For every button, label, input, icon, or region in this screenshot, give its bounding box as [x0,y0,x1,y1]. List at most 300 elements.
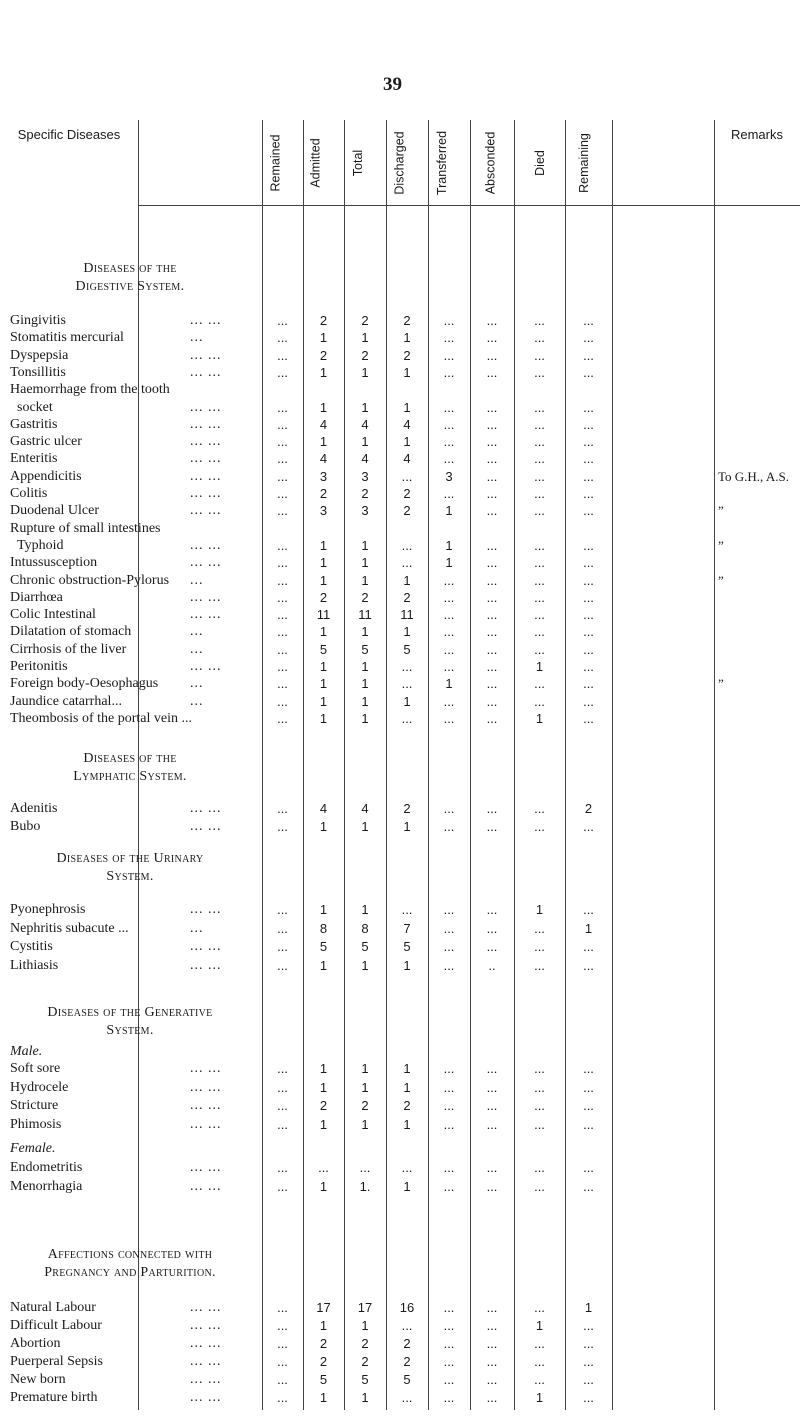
cell-value: ... [443,659,455,674]
cell-value: ... [277,1080,288,1095]
cell-value: ... [583,694,594,709]
section-title: Diseases of the Urinary [56,851,204,866]
cell-value: ... [534,642,545,657]
cell-value: ... [277,1160,288,1175]
section-title: System. [106,869,154,884]
cell-value: ... [443,417,455,432]
cell-value: ... [583,659,594,674]
header-rule [138,205,800,206]
table-row [0,694,800,710]
table-row [0,902,800,918]
cell-value: 3 [319,503,328,518]
cell-value: 2 [403,503,411,518]
cell-value: 1 [361,1390,369,1405]
disease-name: Cystitis [10,939,53,954]
cell-value: 5 [361,642,369,657]
cell-value: ... [486,1080,498,1095]
disease-name: Endometritis [10,1160,83,1175]
header-remained: Remained [268,134,283,192]
cell-value: 3 [361,503,369,518]
leader-dots: ... ... [190,1179,222,1194]
cell-value: ... [401,659,413,674]
cell-value: ... [486,590,498,605]
cell-value: ... [583,1061,594,1076]
remark: ” [718,538,724,553]
disease-name: Adenitis [10,801,58,816]
section-title: System. [106,1023,154,1038]
table-row [0,1336,800,1352]
cell-value: ... [583,400,594,415]
cell-value: 1 [361,365,369,380]
section-title: Diseases of the [83,751,177,766]
leader-dots: ... ... [190,1372,222,1387]
disease-name: Appendicitis [10,469,82,484]
table-row [0,1061,800,1077]
cell-value: 1 [361,1080,369,1095]
cell-value: ... [277,330,288,345]
cell-value: ... [534,958,545,973]
cell-value: ... [401,902,413,917]
cell-value: ... [534,1160,545,1175]
cell-value: 1 [403,330,411,345]
cell-value: ... [486,921,498,936]
cell-value: 1 [319,1080,328,1095]
cell-value: 11 [358,607,372,622]
leader-dots: ... [190,642,204,657]
cell-value: ... [583,819,594,834]
leader-dots: ... [190,694,204,709]
table-row [0,1098,800,1114]
cell-value: ... [401,555,413,570]
cell-value: ... [277,694,288,709]
cell-value: 1 [361,958,369,973]
leader-dots: ... ... [190,1080,222,1095]
disease-name: Cirrhosis of the liver [10,642,127,657]
cell-value: ... [277,902,288,917]
cell-value: ... [583,1336,594,1351]
cell-value: ... [443,1160,455,1175]
leader-dots: ... [190,330,204,345]
cell-value: 8 [319,921,328,936]
table-row [0,348,800,364]
disease-name: Foreign body-Oesophagus [10,676,159,691]
cell-value: ... [534,417,545,432]
cell-value: 3 [319,469,328,484]
cell-value: ... [534,400,545,415]
cell-value: .. [488,958,496,973]
cell-value: ... [486,434,498,449]
cell-value: 16 [399,1300,415,1315]
remark: ” [718,503,724,518]
cell-value: 1 [361,1318,369,1333]
cell-value: 1 [361,659,369,674]
cell-value: ... [486,417,498,432]
disease-name: Gingivitis [10,313,67,328]
cell-value: ... [486,313,498,328]
cell-value: ... [534,676,545,691]
cell-value: ... [534,1300,545,1315]
cell-value: ... [277,1372,288,1387]
cell-value: ... [486,555,498,570]
cell-value: ... [277,1179,288,1194]
cell-value: 1 [319,958,328,973]
leader-dots: ... ... [190,958,222,973]
cell-value: ... [486,694,498,709]
cell-value: 1 [319,538,328,553]
cell-value: 1. [359,1179,371,1194]
cell-value: ... [534,1098,545,1113]
cell-value: ... [486,400,498,415]
disease-name: Haemorrhage from the tooth [10,382,170,397]
cell-value: ... [534,801,545,816]
cell-value: 1 [535,1390,544,1405]
cell-value: 4 [403,417,411,432]
cell-value: ... [534,624,545,639]
disease-name: Peritonitis [10,659,68,674]
cell-value: 1 [319,694,328,709]
cell-value: ... [486,711,498,726]
cell-value: ... [486,676,498,691]
cell-value: ... [277,538,288,553]
disease-name: Premature birth [10,1390,98,1405]
table-row [0,590,800,606]
leader-dots: ... ... [190,365,222,380]
cell-value: ... [443,819,455,834]
table-row [0,365,800,381]
cell-value: ... [534,1372,545,1387]
cell-value: ... [486,486,498,501]
table-row [0,642,800,658]
cell-value: ... [443,1179,455,1194]
cell-value: ... [486,902,498,917]
cell-value: 2 [361,590,369,605]
cell-value: ... [443,642,455,657]
cell-value: 1 [403,434,411,449]
leader-dots: ... ... [190,902,222,917]
cell-value: 1 [535,711,544,726]
cell-value: ... [443,1080,455,1095]
cell-value: ... [534,434,545,449]
disease-name: Typhoid [17,538,64,553]
cell-value: 1 [445,503,453,518]
table-row [0,819,800,835]
cell-value: 1 [403,573,411,588]
cell-value: ... [486,1160,498,1175]
table-row [0,451,800,467]
disease-name: New born [10,1372,66,1387]
cell-value: 1 [319,434,328,449]
disease-name: Dilatation of stomach [10,624,132,639]
cell-value: ... [486,1061,498,1076]
disease-name: Hydrocele [10,1080,69,1095]
cell-value: ... [277,417,288,432]
cell-value: ... [583,1354,594,1369]
leader-dots: ... ... [190,1318,222,1333]
cell-value: ... [486,451,498,466]
cell-value: 1 [361,573,369,588]
cell-value: 1 [445,676,453,691]
cell-value: ... [277,939,288,954]
cell-value: ... [534,469,545,484]
cell-value: ... [583,642,594,657]
table-row [0,1354,800,1370]
cell-value: ... [277,711,288,726]
cell-value: 2 [403,486,411,501]
table-row [0,382,800,398]
cell-value: 1 [361,694,369,709]
table-row [0,1080,800,1096]
cell-value: 2 [319,590,328,605]
leader-dots: ... ... [190,1098,222,1113]
remark: ” [718,573,724,588]
cell-value: ... [534,330,545,345]
cell-value: ... [486,1336,498,1351]
table-row [0,486,800,502]
cell-value: ... [277,676,288,691]
header-total: Total [351,149,365,177]
leader-dots: ... [190,676,204,691]
cell-value: ... [443,1098,455,1113]
leader-dots: ... [190,624,204,639]
header-remaining: Remaining [577,133,592,193]
cell-value: ... [486,801,498,816]
cell-value: ... [583,451,594,466]
table-row [0,555,800,571]
cell-value: ... [443,939,455,954]
cell-value: ... [277,624,288,639]
header-admitted: Admitted [309,138,323,188]
cell-value: ... [318,1160,329,1175]
cell-value: ... [277,1117,288,1132]
cell-value: 1 [319,1318,328,1333]
cell-value: ... [583,573,594,588]
cell-value: 2 [361,1098,369,1113]
cell-value: ... [443,1061,455,1076]
cell-value: 1 [403,958,411,973]
cell-value: ... [486,1390,498,1405]
section-title: Affections connected with [47,1247,213,1262]
cell-value: 4 [361,417,369,432]
disease-name: Colic Intestinal [10,607,96,622]
disease-name: Jaundice catarrhal... [10,694,122,709]
cell-value: ... [486,659,498,674]
table-row [0,624,800,640]
cell-value: ... [583,1080,594,1095]
section-title: Diseases of the [83,261,177,276]
cell-value: 2 [403,348,411,363]
cell-value: 1 [361,711,369,726]
cell-value: 2 [403,1336,411,1351]
cell-value: ... [277,590,288,605]
cell-value: ... [534,607,545,622]
table-row [0,434,800,450]
cell-value: ... [534,1179,545,1194]
cell-value: 5 [361,939,369,954]
cell-value: ... [534,1080,545,1095]
cell-value: ... [583,434,594,449]
table-row [0,1300,800,1316]
cell-value: ... [534,313,545,328]
cell-value: ... [486,330,498,345]
cell-value: 1 [361,434,369,449]
group-label: Male. [10,1044,43,1059]
cell-value: ... [583,313,594,328]
table-row [0,939,800,955]
table-row [0,313,800,329]
cell-value: ... [583,624,594,639]
cell-value: 1 [361,330,369,345]
cell-value: ... [486,1318,498,1333]
disease-name: Natural Labour [10,1300,96,1315]
cell-value: ... [277,1354,288,1369]
cell-value: ... [486,469,498,484]
cell-value: 4 [403,451,411,466]
cell-value: ... [486,538,498,553]
disease-name: Lithiasis [10,958,59,973]
disease-name: Theombosis of the portal vein ... [10,711,192,726]
cell-value: ... [583,348,594,363]
cell-value: 1 [319,819,328,834]
cell-value: 4 [319,451,328,466]
cell-value: 4 [361,801,369,816]
cell-value: ... [277,503,288,518]
cell-value: ... [277,819,288,834]
cell-value: ... [443,902,455,917]
cell-value: 1 [319,902,328,917]
cell-value: ... [534,573,545,588]
cell-value: 1 [584,1300,593,1315]
cell-value: ... [277,348,288,363]
cell-value: 3 [445,469,453,484]
header-transferred: Transferred [435,130,449,196]
cell-value: ... [443,1336,455,1351]
table-row [0,1179,800,1195]
cell-value: ... [486,624,498,639]
cell-value: 5 [319,642,328,657]
header-absconded: Absconded [483,131,497,195]
leader-dots: ... ... [190,1336,222,1351]
cell-value: ... [443,590,455,605]
cell-value: 2 [361,486,369,501]
cell-value: 1 [361,624,369,639]
cell-value: ... [277,400,288,415]
leader-dots: ... ... [190,538,222,553]
cell-value: 2 [403,1354,411,1369]
cell-value: 1 [403,400,411,415]
cell-value: ... [486,939,498,954]
cell-value: ... [486,1372,498,1387]
cell-value: 1 [403,1061,411,1076]
table-row [0,330,800,346]
cell-value: ... [583,538,594,553]
table-row [0,1160,800,1176]
cell-value: ... [534,486,545,501]
leader-dots: ... ... [190,1300,222,1315]
cell-value: 1 [319,365,328,380]
cell-value: 1 [319,330,328,345]
cell-value: ... [443,400,455,415]
cell-value: 1 [361,902,369,917]
cell-value: ... [277,1300,288,1315]
leader-dots: ... ... [190,801,222,816]
leader-dots: ... ... [190,451,222,466]
cell-value: ... [583,1117,594,1132]
cell-value: 1 [403,1117,411,1132]
cell-value: ... [534,1117,545,1132]
cell-value: ... [277,1390,288,1405]
cell-value: 2 [584,801,593,816]
disease-name: Nephritis subacute ... [10,921,129,936]
cell-value: ... [277,958,288,973]
leader-dots: ... ... [190,348,222,363]
cell-value: ... [534,694,545,709]
table-row [0,659,800,675]
cell-value: 1 [403,1179,411,1194]
cell-value: 2 [319,486,328,501]
cell-value: 1 [319,573,328,588]
cell-value: 5 [403,642,411,657]
cell-value: 1 [535,659,544,674]
header-discharged: Discharged [393,131,408,195]
cell-value: ... [583,902,594,917]
remark: ” [718,676,724,691]
cell-value: ... [401,1390,413,1405]
cell-value: ... [583,330,594,345]
cell-value: ... [583,607,594,622]
cell-value: 2 [319,1354,328,1369]
cell-value: 1 [361,555,369,570]
cell-value: ... [359,1160,371,1175]
cell-value: ... [277,607,288,622]
cell-value: ... [443,573,455,588]
cell-value: ... [443,801,455,816]
cell-value: ... [583,486,594,501]
cell-value: 1 [319,555,328,570]
cell-value: ... [277,659,288,674]
cell-value: ... [486,819,498,834]
cell-value: ... [486,503,498,518]
cell-value: ... [443,1117,455,1132]
table-row [0,676,800,692]
cell-value: ... [583,1390,594,1405]
cell-value: ... [443,607,455,622]
cell-value: 4 [361,451,369,466]
leader-dots: ... ... [190,819,222,834]
cell-value: ... [486,1179,498,1194]
cell-value: ... [443,486,455,501]
cell-value: 1 [445,538,453,553]
cell-value: ... [443,1300,455,1315]
cell-value: ... [401,1318,413,1333]
cell-value: ... [583,1179,594,1194]
cell-value: ... [277,1098,288,1113]
leader-dots: ... [190,573,204,588]
cell-value: ... [443,313,455,328]
cell-value: 5 [319,1372,328,1387]
disease-name: Difficult Labour [10,1318,102,1333]
disease-name: Intussusception [10,555,98,570]
cell-value: 1 [361,538,369,553]
disease-name: Enteritis [10,451,58,466]
cell-value: 2 [361,348,369,363]
cell-value: ... [534,503,545,518]
cell-value: 11 [400,607,414,622]
cell-value: 3 [361,469,369,484]
cell-value: ... [534,451,545,466]
disease-name: Bubo [10,819,41,834]
leader-dots: ... ... [190,1160,222,1175]
cell-value: 1 [319,711,328,726]
